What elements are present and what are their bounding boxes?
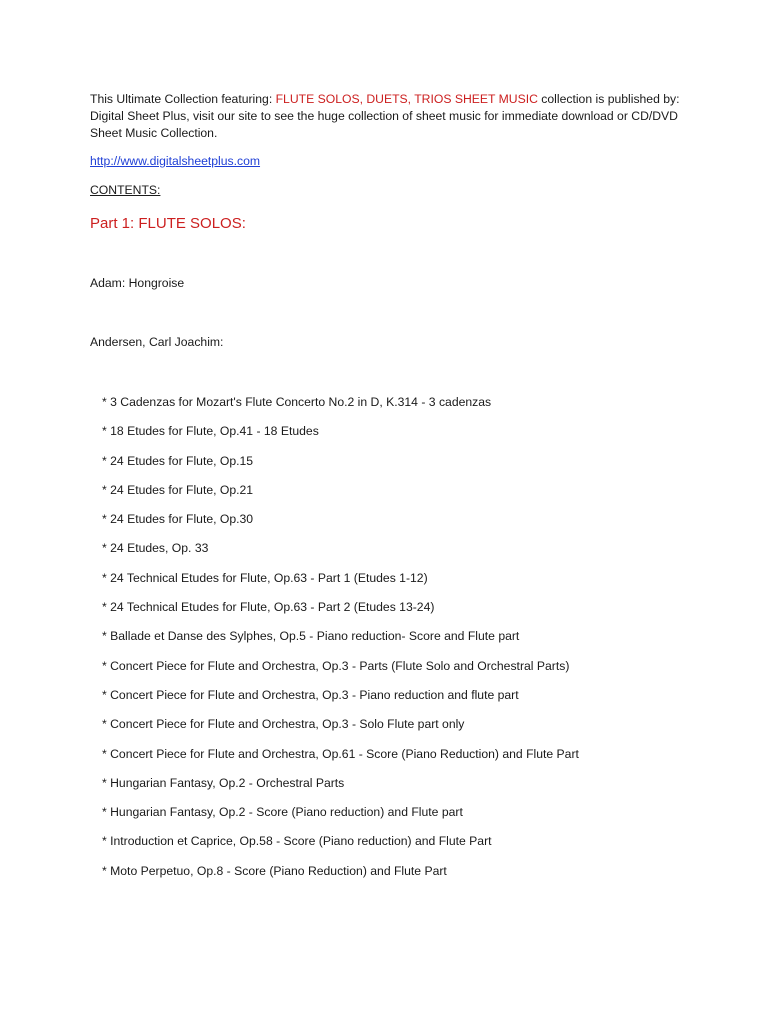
list-item: * Concert Piece for Flute and Orchestra, Op.3 - Piano reduction and flute part	[102, 687, 519, 702]
list-item: * Introduction et Caprice, Op.58 - Score (Piano reduction) and Flute Part	[102, 834, 492, 849]
list-item: * Moto Perpetuo, Op.8 - Score (Piano Reduction) and Flute Part	[102, 863, 447, 878]
contents-label: CONTENTS:	[90, 183, 161, 197]
list-item: * Hungarian Fantasy, Op.2 - Score (Piano reduction) and Flute part	[102, 805, 463, 820]
list-item: * Concert Piece for Flute and Orchestra, Op.3 - Solo Flute part only	[102, 717, 465, 732]
composer-adam: Adam: Hongroise	[90, 276, 185, 290]
website-link[interactable]: http://www.digitalsheetplus.com	[90, 154, 261, 168]
list-item: * Hungarian Fantasy, Op.2 - Orchestral Parts	[102, 775, 345, 790]
list-item: * 24 Technical Etudes for Flute, Op.63 - Part 2 (Etudes 13-24)	[102, 600, 435, 615]
intro-middle: collection is published by: Digital Sheet Plus, visit our site to see the huge collection of sheet music for immediate download or CD/DVD Sheet Music Collection.	[90, 92, 680, 140]
list-item: * 24 Etudes for Flute, Op.30	[102, 512, 254, 527]
list-item: * Concert Piece for Flute and Orchestra, Op.3 - Parts (Flute Solo and Orchestral Parts)	[102, 658, 570, 673]
list-item: * 24 Etudes, Op. 33	[102, 541, 209, 556]
composer-andersen: Andersen, Carl Joachim:	[90, 335, 224, 349]
part-heading: Part 1: FLUTE SOLOS:	[90, 215, 246, 232]
list-item: * Ballade et Danse des Sylphes, Op.5 - Piano reduction- Score and Flute part	[102, 629, 520, 644]
list-item: * Concert Piece for Flute and Orchestra, Op.61 - Score (Piano Reduction) and Flute Part	[102, 746, 579, 761]
list-item: * 24 Etudes for Flute, Op.15	[102, 453, 254, 468]
intro-paragraph	[90, 91, 690, 142]
list-item: * 18 Etudes for Flute, Op.41 - 18 Etudes	[102, 424, 319, 439]
list-item: * 3 Cadenzas for Mozart's Flute Concerto No.2 in D, K.314 - 3 cadenzas	[102, 395, 492, 409]
list-item: * 24 Technical Etudes for Flute, Op.63 - Part 1 (Etudes 1-12)	[102, 570, 428, 585]
intro-prefix: This Ultimate Collection featuring:	[90, 92, 276, 106]
works-list	[102, 394, 579, 892]
list-item: * 24 Etudes for Flute, Op.21	[102, 482, 254, 497]
intro-highlight: FLUTE SOLOS, DUETS, TRIOS SHEET MUSIC	[275, 92, 538, 106]
